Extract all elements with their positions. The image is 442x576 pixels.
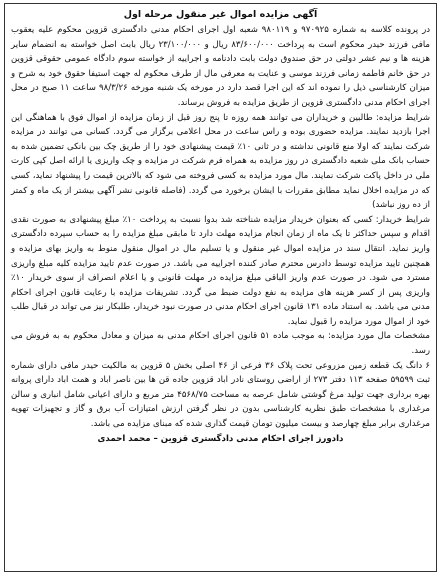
auction-conditions-paragraph: شرایط مزایده: طالبین و خریداران می توانند همه روزه تا پنج روز قبل از زمان مزایده از اموال فوق با هماهنگی این اجرا بازدید نمایند. مزایده حضوری بوده و راس ساعت در محل اعلامی برگزار می گردد. کسانی می توانند در مزایده شرکت نمایند که اولا منع قانونی نداشته و در ثانی ۱۰٪ قیمت پیشنهادی خود را از طریق چک بین بانکی تضمین شده به حساب بانک ملی شعبه دادگستری در روز مزایده به همراه فرم شرکت در مزایده و چک واریزی یا ارائه اصل کپی کارت ملی در داخل پاکت شرکت نمایند. مال مورد مزایده به کسی فروخته می شود که بالاترین قیمت را پیشنهاد نماید، کسی که در مزایده اخلال نماید مطابق مقررات با ایشان برخورد می گردد. (فاصله قانونی نشر آگهی بیشتر از یک ماه و کمتر از ده روز نباشد) [11,112,430,211]
buyer-conditions-paragraph: شرایط خریدار: کسی که بعنوان خریدار مزایده شناخته شد بدوا نسبت به پرداخت ۱۰٪ مبلغ پیشنهادی به صورت نقدی اقدام و سپس حداکثر تا یک ماه از زمان انجام مزایده مهلت دارد تا مابقی مبلغ مزایده را به حساب سپرده دادگستری واریز نماید. انتقال سند در مزایده اموال غیر منقول و یا تسلیم مال در اموال منقول منوط به واریز بهای مزایده و همچنین تایید مزایده توسط دادرس محترم صادر کننده اجراییه می باشد. در صورت عدم تایید مزایده کلیه مبلغ واریزی مسترد می شود. در صورت عدم واریز الباقی مبلغ مزایده در مهلت قانونی و یا اعلام انصراف از سوی خریدار ۱۰٪ واریزی پس از کسر هزینه های مزایده به نفع دولت ضبط می گردد. تشریفات مزایده با رعایت قانون اجرای احکام مدنی می باشد. به استناد ماده ۱۳۱ قانون اجرای احکام مدنی در صورت نبود خریدار، طلبکار نیز می تواند در قبال طلب خود از اموال مورد مزایده را قبول نماید. [11,214,430,327]
signature-line: دادورز اجرای احکام مدنی دادگستری قزوین – محمد احمدی [97,433,344,444]
notice-frame [4,3,437,572]
property-spec-heading-paragraph: مشخصات مال مورد مزایده: به موجب ماده ۵۱ قانون اجرای احکام مدنی به میزان و معادل محکوم به به فروش می رسد. [11,331,430,357]
property-description-paragraph: ۶ دانگ یک قطعه زمین مزروعی تحت پلاک ۳۶ فرعی از ۴۶ اصلی بخش ۵ قزوین به مالکیت حیدر مافی دارای شماره ثبت ۵۹۵۹۹ صفحه ۱۱۳ دفتر ۲۷۳ از اراضی روستای نادر اباد قزوین جاده قن ها بین ناصر اباد و همت اباد دارای پروانه بهره برداری جهت تولید مرغ گوشتی شامل عرصه به مساحت ۴۵۶۸/۷۵ متر مربع و دارای اعیانی شامل انباری و سالن مرغداری با مشخصات طبق نظریه کارشناسی بدون در نظر گرفتن ارزش امتیازات آب برق و گاز و تجهیزات تهویه مرغداری برابر مبلغ چهارصد و بیست میلیون تومان قیمت گذاری شده که مبنای مزایده می باشد. [11,360,431,430]
notice-title: آگهی مزایده اموال غیر منقول مرحله اول [123,9,318,20]
case-paragraph: در پرونده کلاسه به شماره ۹۷۰۹۲۵ و ۹۸۰۱۱۹ شعبه اول اجرای احکام مدنی دادگستری قزوین محکوم علیه یعقوب مافی فرزند حیدر محکوم است به پرداخت ۸۳/۶۰۰/۰۰۰ ریال و ۲۳/۱۰۰/۰۰۰ ریال بابت اصل خواسته به انضمام سایر هزینه ها و نیم عشر دولتی در حق صندوق دولت بابت دادنامه و اجراییه از خواسته سوم دادگاه عمومی حقوقی قزوین در حق خانم فاطمه زمانی فرزند موسی و عنایت به معرفی مال از طرف محکوم له جهت استیفا حقوق خود به شرح و میزان کارشناسی ذیل را نموده اند که این اجرا قصد دارد در مورخه یک شنبه مورخه ۹۸/۳/۲۶ ساعت ۱۱ صبح در محل اجرای احکام مدنی دادگستری قزوین از طریق مزایده به فروش برساند. [11,25,431,108]
